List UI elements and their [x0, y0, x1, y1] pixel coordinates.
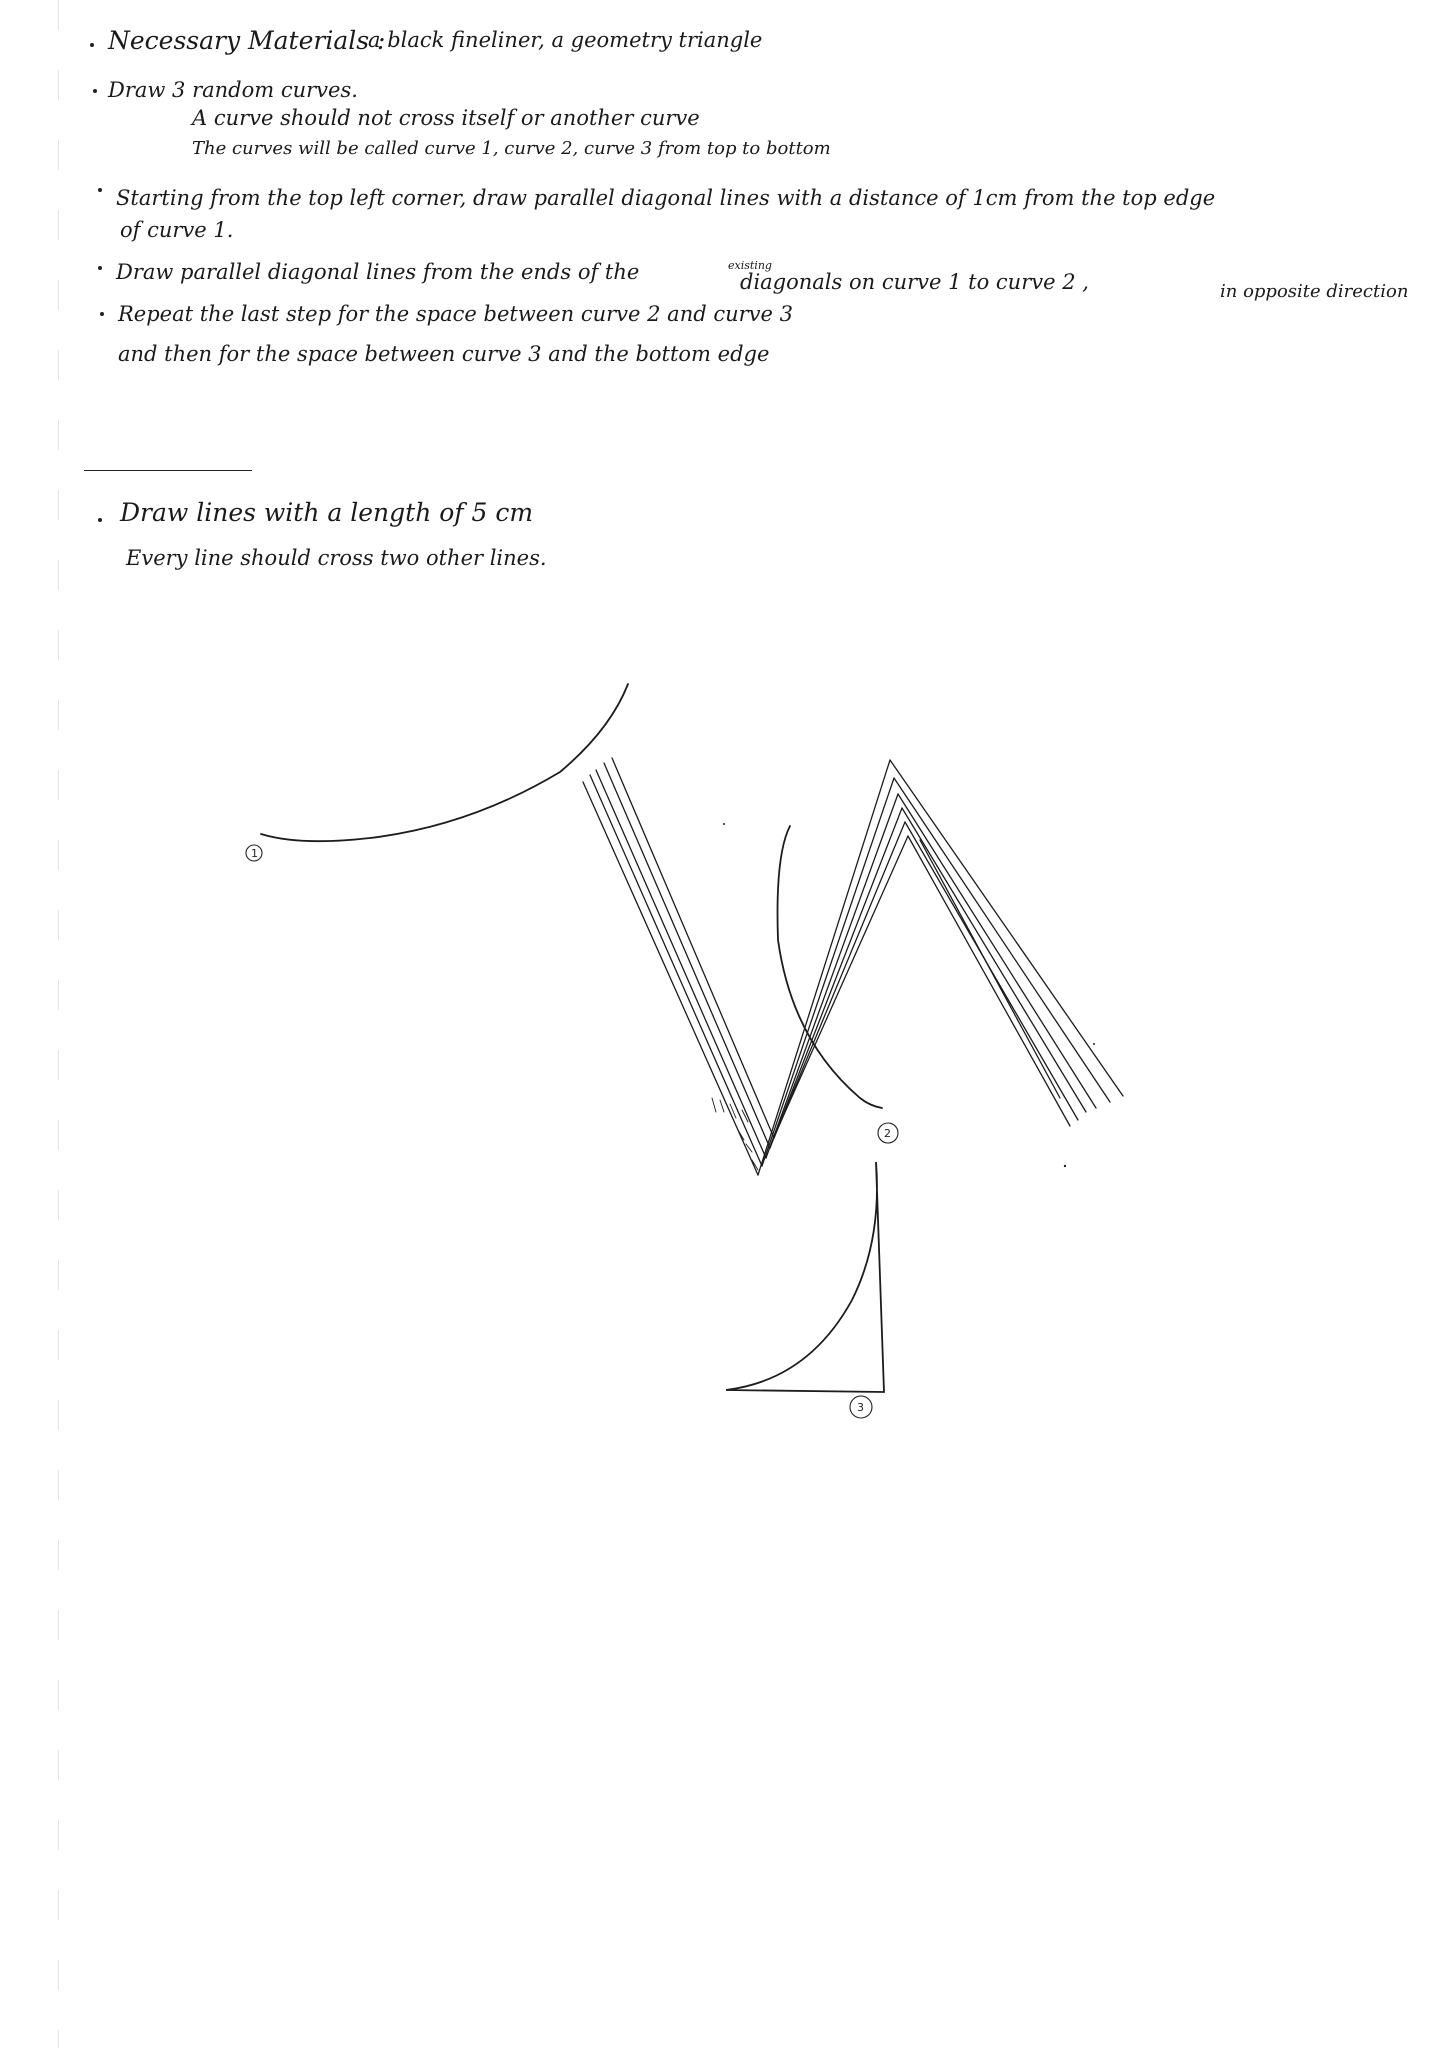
- lines-title-text: Draw lines with a length of 5 cm: [120, 498, 534, 527]
- right-diagonals: [890, 760, 1123, 1126]
- curve-1: [261, 684, 628, 841]
- draw-parallel-text: Draw parallel diagonal lines from the ends of the: [116, 260, 640, 284]
- curve-label-1-text: 1: [251, 847, 258, 860]
- middle-diagonals: [758, 760, 908, 1175]
- materials-value: a black fineliner, a geometry triangle: [368, 28, 763, 52]
- opposite-direction-text: in opposite direction: [1220, 281, 1409, 302]
- lines-rule-text: Every line should cross two other lines.: [126, 546, 547, 570]
- starting-text-line1: Starting from the top left corner, draw parallel diagonal lines with a distance of 1cm from the top edge: [116, 186, 1216, 210]
- starting-text-line2: of curve 1.: [120, 218, 234, 242]
- draw-curves-text: Draw 3 random curves.: [108, 78, 358, 102]
- curve-3: [726, 1162, 884, 1392]
- curve-label-2-text: 2: [884, 1127, 891, 1140]
- left-diagonals: [583, 758, 774, 1175]
- draw-parallel-text-cont: diagonals on curve 1 to curve 2 ,: [740, 270, 1089, 294]
- existing-insert-text: existing: [728, 259, 772, 272]
- materials-label: Necessary Materials :: [108, 26, 386, 55]
- curve-names-text: The curves will be called curve 1, curve 2, curve 3 from top to bottom: [192, 138, 831, 159]
- curve-label-3-text: 3: [857, 1401, 864, 1414]
- repeat-text-line2: and then for the space between curve 3 and the bottom edge: [118, 342, 770, 366]
- curve-rule-text: A curve should not cross itself or another curve: [192, 106, 700, 130]
- repeat-text-line1: Repeat the last step for the space between curve 2 and curve 3: [118, 302, 793, 326]
